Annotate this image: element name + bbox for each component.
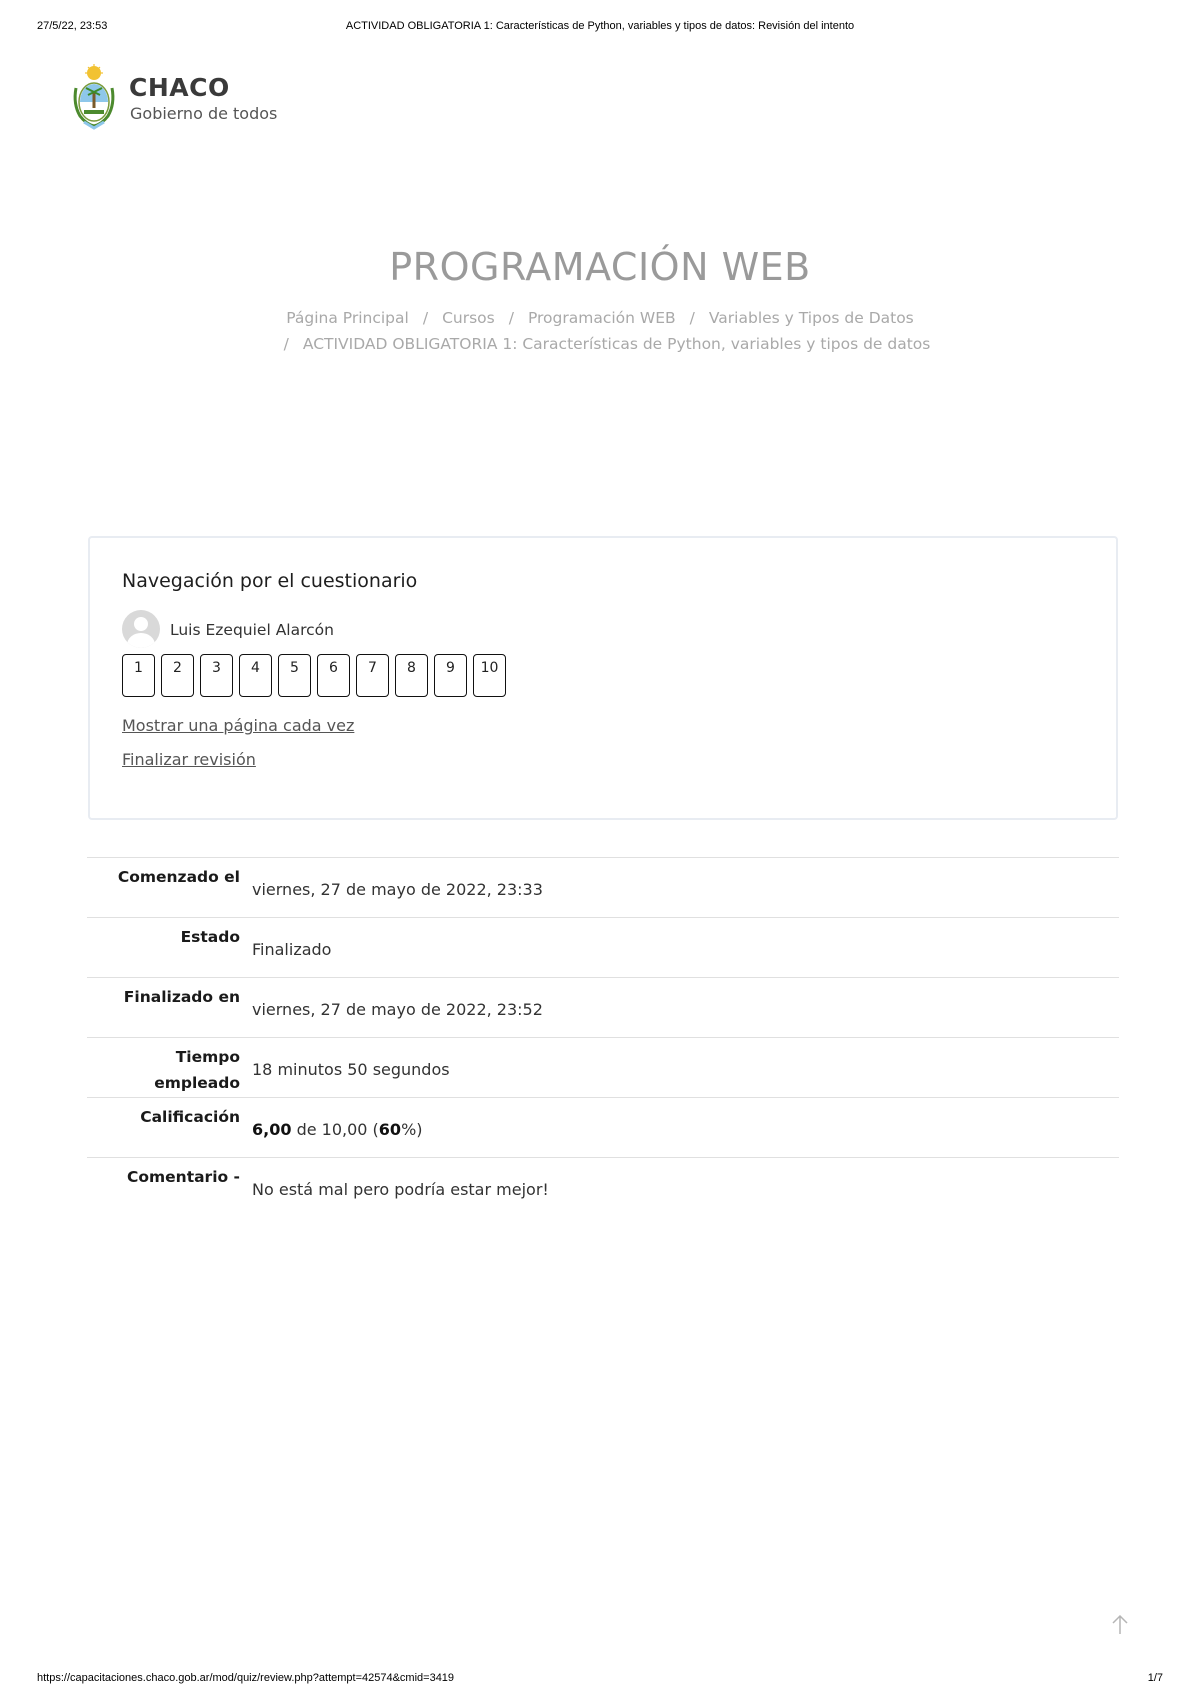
breadcrumb-separator: / (422, 309, 429, 327)
breadcrumb-item-courses[interactable]: Cursos (442, 309, 495, 327)
finished-value: viernes, 27 de mayo de 2022, 23:52 (252, 1000, 543, 1019)
logo-brand: CHACO (129, 73, 230, 102)
question-button-7[interactable]: 7 (356, 654, 389, 697)
breadcrumb-item-activity[interactable]: ACTIVIDAD OBLIGATORIA 1: Características de Python, variables y tipos de datos (302, 335, 931, 353)
breadcrumb-line-1 (0, 305, 1200, 331)
print-url: https://capacitaciones.chaco.gob.ar/mod/quiz/review.php?attempt=42574&cmid=3419 (37, 1672, 455, 1684)
question-button-9[interactable]: 9 (434, 654, 467, 697)
time-taken-label-line-1: Tiempo (175, 1048, 240, 1066)
arrow-up-icon[interactable] (1108, 1613, 1132, 1637)
breadcrumb-separator: / (283, 335, 289, 353)
quiz-navigation-block (88, 536, 1118, 820)
question-button-2[interactable]: 2 (161, 654, 194, 697)
question-button-8[interactable]: 8 (395, 654, 428, 697)
question-button-10[interactable]: 10 (473, 654, 506, 697)
print-date: 27/5/22, 23:53 (37, 20, 108, 32)
site-logo[interactable] (70, 62, 330, 134)
time-taken-value: 18 minutos 50 segundos (252, 1060, 450, 1079)
state-label: Estado (180, 928, 240, 946)
page-title: PROGRAMACIÓN WEB (389, 245, 811, 289)
question-button-6[interactable]: 6 (317, 654, 350, 697)
user-avatar-icon[interactable] (122, 610, 160, 648)
grade-percent: 60 (378, 1120, 402, 1139)
print-header (0, 20, 1200, 38)
table-row (87, 1037, 1119, 1097)
print-document-title: ACTIVIDAD OBLIGATORIA 1: Características de Python, variables y tipos de datos: Revisión del intento (345, 20, 855, 32)
grade-out-of: de 10,00 ( (291, 1120, 379, 1139)
table-row (87, 1157, 1119, 1217)
show-one-page-link[interactable]: Mostrar una página cada vez (122, 716, 355, 735)
comment-label: Comentario - (126, 1168, 240, 1186)
breadcrumb-line-2 (0, 331, 1200, 357)
table-row (87, 917, 1119, 977)
breadcrumb-item-section[interactable]: Variables y Tipos de Datos (708, 309, 914, 327)
table-row (87, 1097, 1119, 1157)
quiz-navigation-heading: Navegación por el cuestionario (122, 570, 418, 592)
chaco-coat-of-arms-icon (70, 64, 118, 130)
breadcrumb-item-course[interactable]: Programación WEB (527, 309, 676, 327)
state-value: Finalizado (252, 940, 332, 959)
grade-score: 6,00 (252, 1120, 292, 1139)
print-page-number: 1/7 (1147, 1672, 1163, 1684)
question-button-4[interactable]: 4 (239, 654, 272, 697)
question-button-1[interactable]: 1 (122, 654, 155, 697)
question-button-3[interactable]: 3 (200, 654, 233, 697)
finish-review-link[interactable]: Finalizar revisión (122, 750, 256, 769)
user-name[interactable]: Luis Ezequiel Alarcón (170, 621, 334, 639)
time-taken-label-line-2: empleado (154, 1074, 240, 1092)
grade-value (252, 1120, 423, 1139)
print-footer (0, 1672, 1200, 1688)
breadcrumb-item-home[interactable]: Página Principal (286, 309, 409, 327)
table-row (87, 977, 1119, 1037)
grade-percent-close: %) (401, 1120, 423, 1139)
question-buttons (122, 654, 506, 697)
time-taken-label (100, 1044, 240, 1096)
table-row (87, 857, 1119, 917)
logo-tagline: Gobierno de todos (130, 104, 278, 123)
question-button-5[interactable]: 5 (278, 654, 311, 697)
breadcrumb-separator: / (508, 309, 514, 327)
finished-label: Finalizado en (123, 988, 240, 1006)
started-value: viernes, 27 de mayo de 2022, 23:33 (252, 880, 543, 899)
comment-value: No está mal pero podría estar mejor! (252, 1180, 549, 1199)
attempt-summary-table (87, 857, 1119, 1217)
grade-label: Calificación (140, 1108, 240, 1126)
breadcrumb-separator: / (689, 309, 695, 327)
breadcrumb (0, 305, 1200, 357)
started-label: Comenzado el (117, 868, 240, 886)
